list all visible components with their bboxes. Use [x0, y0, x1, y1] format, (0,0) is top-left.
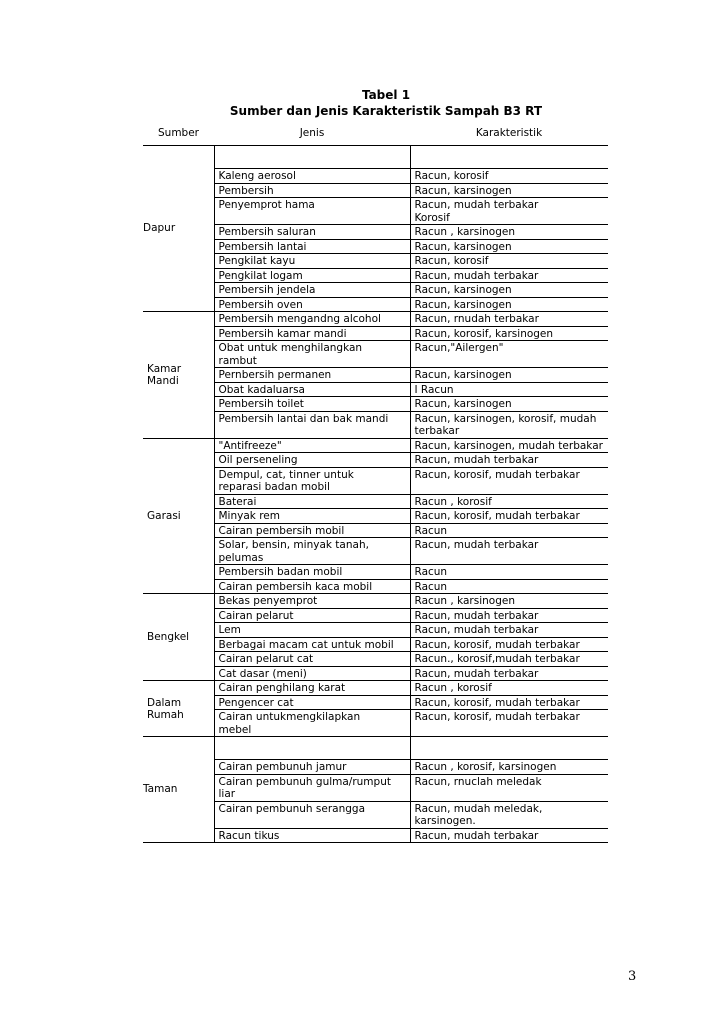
header-karakteristik: Karakteristik [410, 121, 608, 146]
table-spacer-row [143, 737, 608, 760]
header-sumber: Sumber [143, 121, 214, 146]
jenis-cell: Cairan penghilang karat [214, 681, 410, 696]
karakteristik-cell: Racun, mudah meledak, karsinogen. [410, 801, 608, 828]
table-title: Tabel 1 [361, 88, 411, 102]
karakteristik-cell: Racun, korosif, mudah terbakar [410, 710, 608, 737]
jenis-cell: Cairan pembunuh jamur [214, 760, 410, 775]
karakteristik-cell: Racun, mudah terbakar [410, 538, 608, 565]
karakteristik-cell: Racun, karsinogen [410, 183, 608, 198]
karakteristik-cell: Racun, karsinogen [410, 297, 608, 312]
source-cell: Taman [143, 737, 214, 843]
karakteristik-cell: Racun, karsinogen [410, 239, 608, 254]
jenis-cell: Obat kadaluarsa [214, 382, 410, 397]
table-header-row [143, 121, 608, 146]
spacer-cell [410, 737, 608, 760]
b3-waste-table [143, 121, 608, 843]
table-row [143, 681, 608, 696]
karakteristik-cell: Racun, korosif, karsinogen [410, 326, 608, 341]
jenis-cell: Penyemprot hama [214, 198, 410, 225]
jenis-cell: Pengkilat logam [214, 268, 410, 283]
karakteristik-cell: Racun [410, 523, 608, 538]
karakteristik-cell: Racun, karsinogen [410, 397, 608, 412]
jenis-cell: Cat dasar (meni) [214, 666, 410, 681]
jenis-cell: Lem [214, 623, 410, 638]
jenis-cell: Cairan pembersih mobil [214, 523, 410, 538]
spacer-cell [214, 146, 410, 169]
karakteristik-cell: Racun., korosif,mudah terbakar [410, 652, 608, 667]
karakteristik-cell: Racun, mudah terbakar [410, 666, 608, 681]
source-cell: Garasi [143, 438, 214, 594]
karakteristik-cell: Racun [410, 565, 608, 580]
karakteristik-cell: Racun, korosif [410, 254, 608, 269]
jenis-cell: Pembersih lantai [214, 239, 410, 254]
karakteristik-cell: Racun, korosif, mudah terbakar [410, 695, 608, 710]
jenis-cell: Pembersih kamar mandi [214, 326, 410, 341]
jenis-cell: Bekas penyemprot [214, 594, 410, 609]
jenis-cell: Solar, bensin, minyak tanah, pelumas [214, 538, 410, 565]
source-cell: Kamar Mandi [143, 312, 214, 439]
jenis-cell: Minyak rem [214, 509, 410, 524]
karakteristik-cell: Racun, korosif, mudah terbakar [410, 467, 608, 494]
page-number: 3 [628, 969, 637, 984]
jenis-cell: Pembersih jendela [214, 283, 410, 298]
jenis-cell: Cairan pembunuh serangga [214, 801, 410, 828]
karakteristik-cell: Racun, korosif, mudah terbakar [410, 637, 608, 652]
karakteristik-cell: Racun , karsinogen [410, 594, 608, 609]
karakteristik-cell: Racun, mudah terbakar [410, 268, 608, 283]
jenis-cell: Obat untuk menghilangkan rambut [214, 341, 410, 368]
karakteristik-cell: Racun , korosif, karsinogen [410, 760, 608, 775]
jenis-cell: Cairan pelarut cat [214, 652, 410, 667]
karakteristik-cell: Racun, mudah terbakar [410, 608, 608, 623]
karakteristik-cell: Racun [410, 579, 608, 594]
table-row [143, 312, 608, 327]
karakteristik-cell: Racun, mudah terbakar [410, 828, 608, 843]
karakteristik-cell: Racun, korosif, mudah terbakar [410, 509, 608, 524]
jenis-cell: Pembersih toilet [214, 397, 410, 412]
karakteristik-cell: Racun, mudah terbakar [410, 623, 608, 638]
jenis-cell: Cairan untukmengkilapkan mebel [214, 710, 410, 737]
jenis-cell: Pernbersih permanen [214, 368, 410, 383]
jenis-cell: Pembersih saluran [214, 225, 410, 240]
table-row [143, 438, 608, 453]
karakteristik-cell: Racun, korosif [410, 169, 608, 184]
karakteristik-cell: Racun, karsinogen, korosif, mudah terbakar [410, 411, 608, 438]
table-spacer-row [143, 146, 608, 169]
jenis-cell: Oil perseneling [214, 453, 410, 468]
karakteristik-cell: Racun, karsinogen [410, 283, 608, 298]
karakteristik-cell: Racun, karsinogen, mudah terbakar [410, 438, 608, 453]
jenis-cell: Pengencer cat [214, 695, 410, 710]
karakteristik-cell: Racun, karsinogen [410, 368, 608, 383]
karakteristik-cell: Racun,"Ailergen" [410, 341, 608, 368]
source-cell: Bengkel [143, 594, 214, 681]
table-subtitle: Sumber dan Jenis Karakteristik Sampah B3 RT [229, 104, 543, 118]
karakteristik-cell: Racun , korosif [410, 681, 608, 696]
jenis-cell: Cairan pembersih kaca mobil [214, 579, 410, 594]
jenis-cell: Cairan pelarut [214, 608, 410, 623]
jenis-cell: Baterai [214, 494, 410, 509]
jenis-cell: Pembersih [214, 183, 410, 198]
spacer-cell [410, 146, 608, 169]
source-cell: Dalam Rumah [143, 681, 214, 737]
jenis-cell: Pengkilat kayu [214, 254, 410, 269]
jenis-cell: "Antifreeze" [214, 438, 410, 453]
jenis-cell: Pembersih oven [214, 297, 410, 312]
table-row [143, 594, 608, 609]
karakteristik-cell: Racun, rnuclah meledak [410, 774, 608, 801]
jenis-cell: Pembersih lantai dan bak mandi [214, 411, 410, 438]
karakteristik-cell: Racun , korosif [410, 494, 608, 509]
jenis-cell: Pembersih mengandng alcohol [214, 312, 410, 327]
jenis-cell: Racun tikus [214, 828, 410, 843]
karakteristik-cell: I Racun [410, 382, 608, 397]
karakteristik-cell: Racun, mudah terbakar [410, 453, 608, 468]
jenis-cell: Berbagai macam cat untuk mobil [214, 637, 410, 652]
karakteristik-cell: Racun , karsinogen [410, 225, 608, 240]
spacer-cell [214, 737, 410, 760]
jenis-cell: Kaleng aerosol [214, 169, 410, 184]
jenis-cell: Cairan pembunuh gulma/rumput liar [214, 774, 410, 801]
jenis-cell: Pembersih badan mobil [214, 565, 410, 580]
jenis-cell: Dempul, cat, tinner untuk reparasi badan mobil [214, 467, 410, 494]
karakteristik-cell: Racun, rnudah terbakar [410, 312, 608, 327]
source-cell: Dapur [143, 146, 214, 312]
karakteristik-cell: Racun, mudah terbakar Korosif [410, 198, 608, 225]
header-jenis: Jenis [214, 121, 410, 146]
